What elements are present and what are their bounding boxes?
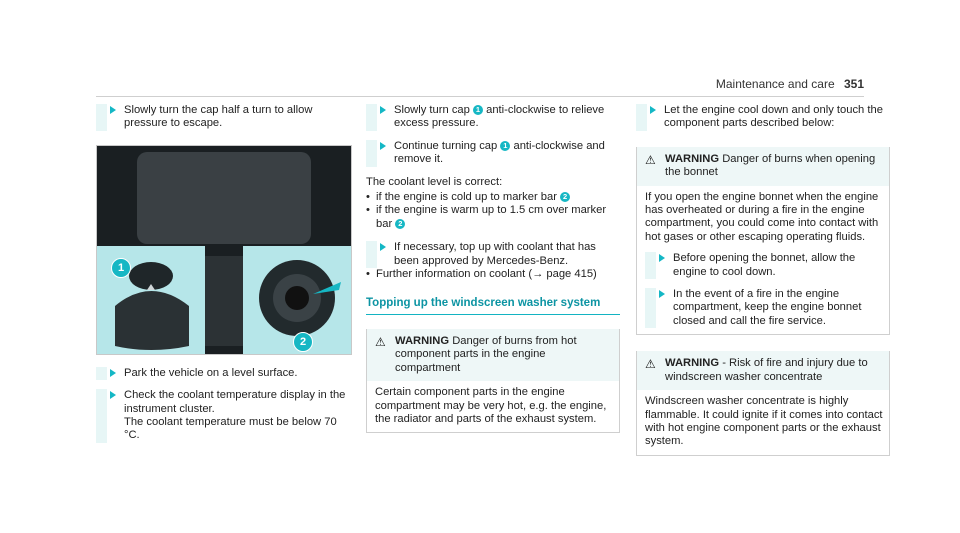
warning-body: Windscreen washer concentrate is highly flammable. It could ignite if it comes into contact with hot engine component parts or the exhaust system. — [645, 395, 883, 448]
column-1 — [96, 104, 350, 452]
play-icon — [110, 106, 116, 114]
step-item — [96, 104, 350, 131]
step-bar — [366, 140, 377, 167]
engine-figure — [96, 145, 352, 355]
warning-label: WARNING — [395, 334, 450, 347]
step-item — [366, 140, 620, 167]
page-number: 351 — [843, 77, 864, 91]
section-title: Maintenance and care — [715, 77, 835, 91]
step-item — [366, 241, 620, 268]
warning-text: If you open the engine bonnet when the engine has overheated or during a fire in the engine compartment, you could come into contact with hot gases or other escaping operating fluids. — [645, 190, 879, 243]
list-item — [366, 268, 620, 281]
warning-icon: ⚠ — [645, 357, 656, 372]
play-icon — [380, 142, 386, 150]
step-text: Park the vehicle on a level surface. — [124, 366, 298, 379]
engine-image — [137, 152, 311, 244]
step-text: anti-clockwise and remove it. — [394, 139, 605, 166]
step-bar — [645, 252, 656, 279]
warning-label: WARNING — [665, 152, 720, 165]
callout-1: 1 — [111, 258, 131, 278]
step-text: Slowly turn the cap half a turn to allow pressure to escape. — [124, 104, 313, 130]
step-item — [96, 367, 350, 380]
step-bar — [96, 104, 107, 131]
step-item — [645, 288, 883, 328]
step-item — [636, 104, 890, 131]
warning-box — [636, 351, 890, 455]
step-item — [645, 252, 883, 279]
list-text: if the engine is warm up to 1.5 cm over marker bar — [376, 204, 607, 230]
warning-label: WARNING — [665, 357, 720, 370]
warning-header — [367, 329, 619, 381]
play-icon — [380, 243, 386, 251]
marker-badge: 1 — [473, 105, 483, 115]
step-bar — [366, 104, 377, 131]
list-text: if the engine is cold up to marker bar — [376, 191, 557, 204]
warning-body — [637, 186, 889, 335]
coolant-intro: The coolant level is correct: — [366, 175, 503, 188]
step-bar — [96, 367, 107, 380]
step-item — [366, 104, 620, 131]
step-bar — [645, 288, 656, 328]
step-bar — [636, 104, 647, 131]
step-text: anti-clockwise to relieve excess pressure. — [394, 104, 605, 130]
section-heading: Topping up the windscreen washer system — [366, 297, 620, 314]
step-note: The coolant temperature must be below 70 °C. — [124, 416, 337, 442]
step-text: Check the coolant temperature display in the instrument cluster. — [124, 389, 346, 415]
step-bar — [366, 241, 377, 268]
play-icon — [110, 369, 116, 377]
list-item — [366, 204, 620, 231]
step-text: Before opening the bonnet, allow the engine to cool down. — [673, 252, 856, 278]
step-text: If necessary, top up with coolant that has been approved by Mercedes-Benz. — [394, 241, 596, 267]
column-2 — [366, 104, 620, 433]
page-header — [716, 77, 864, 91]
callout-2: 2 — [293, 332, 313, 352]
warning-title: - Risk of fire and injury due to windscreen washer concentrate — [665, 357, 868, 383]
play-icon — [380, 106, 386, 114]
play-icon — [659, 254, 665, 262]
marker-badge: 2 — [560, 192, 570, 202]
step-item — [96, 389, 350, 443]
warning-body: Certain component parts in the engine compartment may be very hot, e.g. the engine, the radiator and parts of the exhaust system. — [375, 386, 607, 425]
step-bar — [96, 389, 107, 443]
column-3 — [636, 104, 890, 456]
marker-badge: 1 — [500, 141, 510, 151]
play-icon — [650, 106, 656, 114]
list-item — [366, 191, 620, 204]
step-text: In the event of a fire in the engine compartment, keep the engine bonnet closed and call the fire service. — [673, 288, 862, 327]
step-text: Continue turning cap — [394, 139, 498, 152]
page-reference-link[interactable]: Further information on coolant (→ page 415) — [376, 268, 597, 281]
warning-title: Danger of burns from hot component parts in the engine compartment — [395, 334, 577, 374]
step-text: Let the engine cool down and only touch the component parts described below: — [664, 104, 883, 130]
step-text: Slowly turn cap — [394, 104, 470, 116]
header-rule — [96, 96, 864, 97]
warning-header — [637, 351, 889, 390]
play-icon — [659, 290, 665, 298]
warning-title: Danger of burns when opening the bonnet — [665, 152, 876, 179]
grille-image — [205, 256, 243, 346]
play-icon — [110, 391, 116, 399]
warning-header — [637, 147, 889, 186]
warning-box — [366, 329, 620, 433]
marker-badge: 2 — [395, 219, 405, 229]
warning-icon: ⚠ — [645, 152, 656, 167]
warning-box — [636, 147, 890, 335]
warning-icon: ⚠ — [375, 334, 386, 349]
